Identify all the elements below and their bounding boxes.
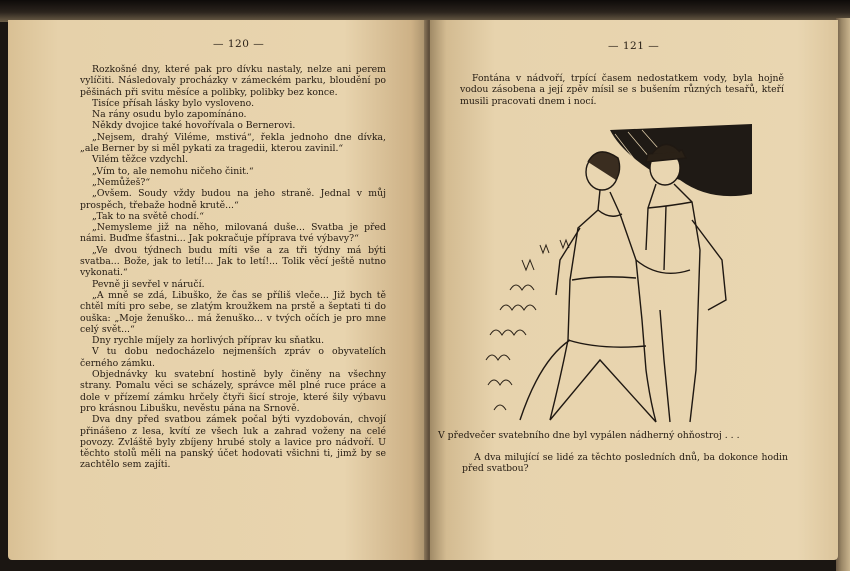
paragraph: „Nemysleme již na něho, milovaná duše... Svatba je před námi. Buďme šťastni... Jak pokračuje příprava tvé výbavy?“ (80, 222, 386, 245)
right-page (430, 20, 838, 560)
paragraph: Někdy dvojice také hovořívala o Bernerovi. (92, 120, 296, 132)
illustration-caption: V předvečer svatebního dne byl vypálen nádherný ohňostroj . . . (438, 430, 740, 441)
paragraph: „Nejsem, drahý Viléme, mstivá“, řekla jednoho dne dívka, „ale Berner by si měl pykati za tragedii, kterou zavinil.“ (80, 131, 386, 155)
right-page-bottom-text (462, 452, 788, 475)
right-page-top-text (460, 73, 784, 107)
book-cover-edge (836, 18, 850, 571)
paragraph: „Vím to, ale nemohu ničeho činit.“ (92, 165, 254, 177)
paragraph: Dny rychle míjely za horlivých příprav ku sňatku. (92, 335, 325, 347)
paragraph: „Ovšem. Soudy vždy budou na jeho straně. Jednal v můj prospěch, třebaže hodně krutě...“ (80, 188, 386, 211)
paragraph: „A mně se zdá, Libuško, že čas se příliš vleče... Již bych tě chtěl míti pro sebe, se zlatým kroužkem na prstě a šeptati ti do ouška: „Moje ženuško... má ženuško... v tvých očích je pro mne celý svět...“ (80, 289, 386, 335)
paragraph: Fontána v nádvoří, trpící časem nedostatkem vody, byla hojně vodou zásobena a její zpěv mísil se s bušením různých tesařů, kteří musili pracovati dnem i nocí. (460, 73, 784, 107)
left-page-text (80, 64, 386, 471)
paragraph: A dva milující se lidé za těchto posledních dnů, ba dokonce hodin před svatbou? (462, 452, 788, 475)
paragraph: „Tak to na světě chodí.“ (92, 210, 205, 222)
page-number-right: — 121 — (608, 40, 660, 52)
page-number-left: — 120 — (213, 38, 265, 50)
left-page (8, 20, 428, 560)
paragraph: Vilém těžce vzdychl. (92, 154, 189, 166)
paragraph: Na rány osudu bylo zapomínáno. (92, 109, 247, 121)
paragraph: Tisíce přísah lásky bylo vysloveno. (92, 97, 255, 109)
couple-illustration (460, 110, 780, 430)
paragraph: Dva dny před svatbou zámek počal býti vyzdobován, chvojí přinášeno z lesa, kvítí ze všech luk a zahrad voženy na celé povozy. Zvláště byly zbíjeny hrubé stoly a lavice pro nádvoří. U těchto stolů měli na panský účet hodovati všichni ti, jimž by se zachtělo sem zajíti. (80, 414, 386, 471)
paragraph: „Ve dvou týdnech budu míti vše a za tři týdny má býti svatba... Bože, jak to letí!... Jak to letí!... Tolik věcí ještě nutno vykonati.“ (80, 244, 386, 279)
book-top-edge (0, 0, 850, 22)
paragraph: V tu dobu nedocházelo nejmenších zpráv o obyvatelích černého zámku. (80, 346, 386, 369)
paragraph: „Nemůžeš?“ (92, 176, 151, 188)
paragraph: Objednávky ku svatební hostině byly činěny na všechny strany. Pomalu věci se scházely, správce měl plné ruce práce a dole v přízemí zámku hrčely čtyři šicí stroje, které šily výbavu pro krásnou Libušku, nevěstu pána na Srnově. (80, 369, 386, 414)
paragraph: Pevně ji sevřel v náručí. (92, 278, 205, 290)
paragraph: Rozkošné dny, které pak pro dívku nastaly, nelze ani perem vylíčiti. Následovaly procházky v zámeckém parku, bloudění po pěšinách při svitu měsíce a polibky, polibky bez konce. (80, 64, 386, 98)
